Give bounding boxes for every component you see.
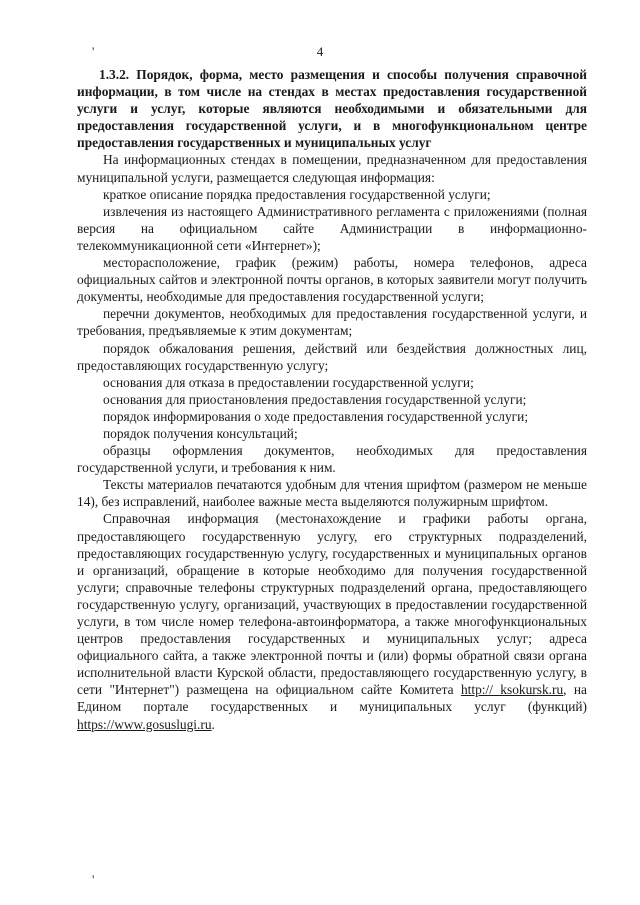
reference-paragraph xyxy=(77,510,587,732)
reference-text-middle: , на Едином портале государственных и муниципальных услуг (функций) xyxy=(77,682,588,715)
paragraph: месторасположение, график (режим) работы, номера телефонов, адреса официальных сайтов и электронной почты органов, в которых заявители могут получить документы, необходимые для предоставления государственной услуги; xyxy=(77,255,587,305)
ksokursk-link[interactable]: http:// ksokursk.ru xyxy=(460,682,564,698)
paragraph: порядок получения консультаций; xyxy=(103,425,298,441)
gosuslugi-link[interactable]: https://www.gosuslugi.ru xyxy=(77,716,212,732)
stray-mark: ' xyxy=(92,872,95,887)
reference-text: Справочная информация (местонахождение и графики работы органа, предоставляющего государственную услугу, его структурных подразделений, предоставляющих государственную услугу, государственных и муниципальных органов и организаций, обращение в которые необходимо для получения государственной услуги; справочные телефоны структурных подразделений органа, предоставляющего государственную услугу, организаций, участвующих в предоставлении государственной услуги, в том числе номер телефона-автоинформатора, а также многофункциональных центров предоставления государственных и муниципальных услуг; адреса официального сайта, а также электронной почты и (или) формы обратной связи органа исполнительной власти Курской области, предоставляющего государственную услугу, в сети "Интернет") размещена на официальном сайте Комитета xyxy=(77,511,587,698)
document-body xyxy=(77,66,587,733)
paragraph: Тексты материалов печатаются удобным для чтения шрифтом (размером не меньше 14), без исправлений, наиболее важные места выделяются полужирным шрифтом. xyxy=(77,477,587,510)
paragraph: образцы оформления документов, необходимых для предоставления государственной услуги, и требования к ним. xyxy=(77,443,587,476)
paragraph: основания для отказа в предоставлении государственной услуги; xyxy=(103,374,474,390)
section-heading: 1.3.2. Порядок, форма, место размещения и способы получения справочной информации, в том числе на стендах в местах предоставления государственной услуги и услуг, которые являются необходимыми и обязательными для предоставления государственной услуги, и в многофункциональном центре предоставления государственных и муниципальных услуг xyxy=(77,67,587,151)
paragraph: перечни документов, необходимых для предоставления государственной услуги, и требования, предъявляемые к этим документам; xyxy=(77,306,587,339)
paragraph: основания для приостановления предоставления государственной услуги; xyxy=(103,391,527,407)
reference-text-end: . xyxy=(211,716,215,732)
stray-mark: ' xyxy=(92,44,95,59)
paragraph: краткое описание порядка предоставления государственной услуги; xyxy=(103,186,491,202)
paragraph: извлечения из настоящего Административного регламента с приложениями (полная версия на официальном сайте Администрации в информационно-телекоммуникационной сети «Интернет»); xyxy=(77,203,587,253)
page-number: 4 xyxy=(316,44,324,59)
paragraph: порядок обжалования решения, действий или бездействия должностных лиц, предоставляющих государственную услугу; xyxy=(77,340,587,373)
paragraph: На информационных стендах в помещении, предназначенном для предоставления муниципальной услуги, размещается следующая информация: xyxy=(77,152,587,185)
paragraph: порядок информирования о ходе предоставления государственной услуги; xyxy=(103,408,529,424)
